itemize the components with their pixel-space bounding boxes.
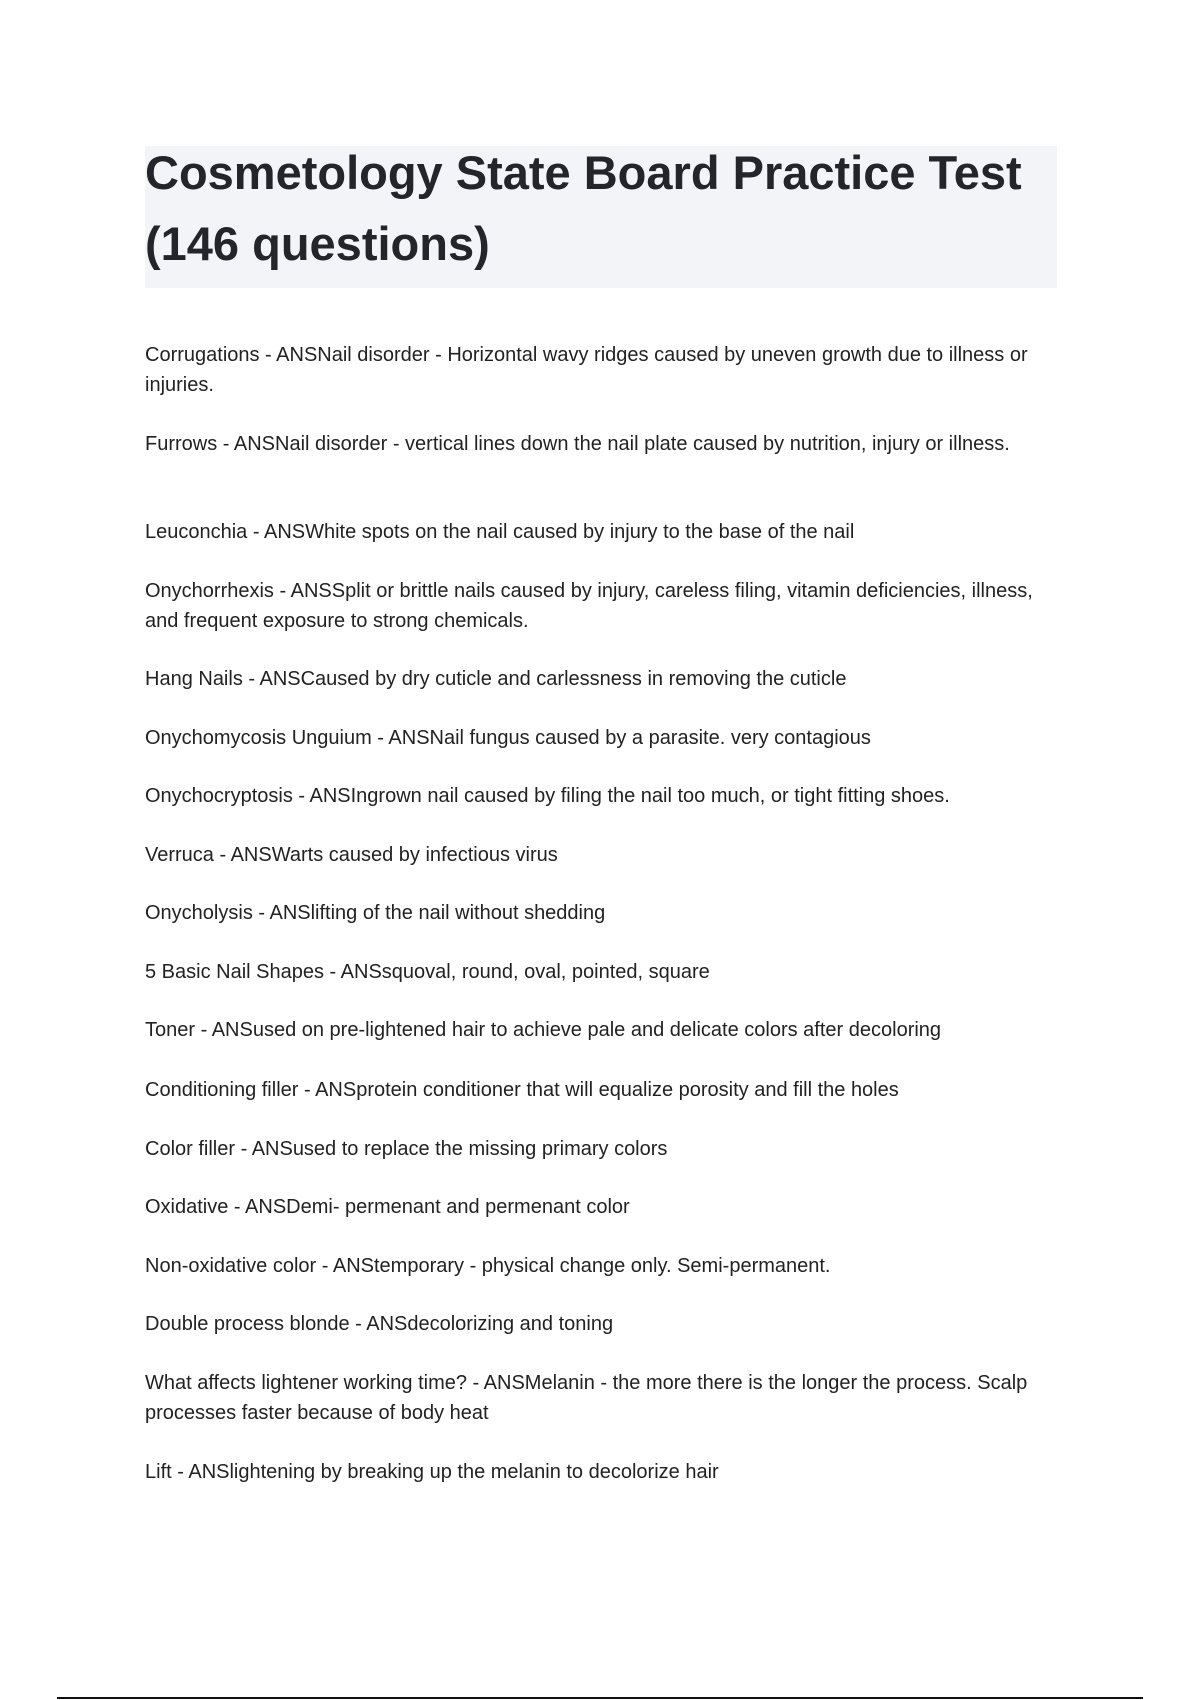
qa-entry: Non-oxidative color - ANStemporary - physical change only. Semi-permanent. — [145, 1255, 831, 1277]
page-bottom-rule — [57, 1697, 1143, 1699]
qa-entry: What affects lightener working time? - ANSMelanin - the more there is the longer the process. Scalp processes faster because of body heat — [145, 1372, 1028, 1424]
qa-entry: Onychorrhexis - ANSSplit or brittle nails caused by injury, careless filing, vitamin deficiencies, illness, and frequent exposure to strong chemicals. — [145, 580, 1033, 632]
title-line-1: Cosmetology State Board Practice Test — [145, 146, 1022, 199]
qa-entry: Onychocryptosis - ANSIngrown nail caused by filing the nail too much, or tight fitting shoes. — [145, 785, 950, 807]
qa-entry: Toner - ANSused on pre-lightened hair to achieve pale and delicate colors after decoloring — [145, 1019, 942, 1041]
qa-entry: Onycholysis - ANSlifting of the nail without shedding — [145, 902, 606, 924]
qa-entry: Lift - ANSlightening by breaking up the melanin to decolorize hair — [145, 1461, 719, 1483]
qa-entry: Verruca - ANSWarts caused by infectious virus — [145, 844, 558, 866]
qa-entry: Furrows - ANSNail disorder - vertical lines down the nail plate caused by nutrition, injury or illness. — [145, 433, 1010, 455]
title-line-2: (146 questions) — [145, 217, 490, 270]
qa-entry: Double process blonde - ANSdecolorizing and toning — [145, 1313, 614, 1335]
qa-entry: Color filler - ANSused to replace the missing primary colors — [145, 1138, 668, 1160]
qa-entry: 5 Basic Nail Shapes - ANSsquoval, round, oval, pointed, square — [145, 961, 710, 983]
document-title — [145, 0, 1075, 300]
qa-entry: Corrugations - ANSNail disorder - Horizontal wavy ridges caused by uneven growth due to illness or injuries. — [145, 344, 1028, 396]
qa-entry: Leuconchia - ANSWhite spots on the nail caused by injury to the base of the nail — [145, 521, 855, 543]
qa-entry: Hang Nails - ANSCaused by dry cuticle and carlessness in removing the cuticle — [145, 668, 847, 690]
qa-entry: Onychomycosis Unguium - ANSNail fungus caused by a parasite. very contagious — [145, 727, 871, 749]
qa-entry: Oxidative - ANSDemi- permenant and permenant color — [145, 1196, 630, 1218]
qa-entry: Conditioning filler - ANSprotein conditioner that will equalize porosity and fill the holes — [145, 1079, 899, 1101]
